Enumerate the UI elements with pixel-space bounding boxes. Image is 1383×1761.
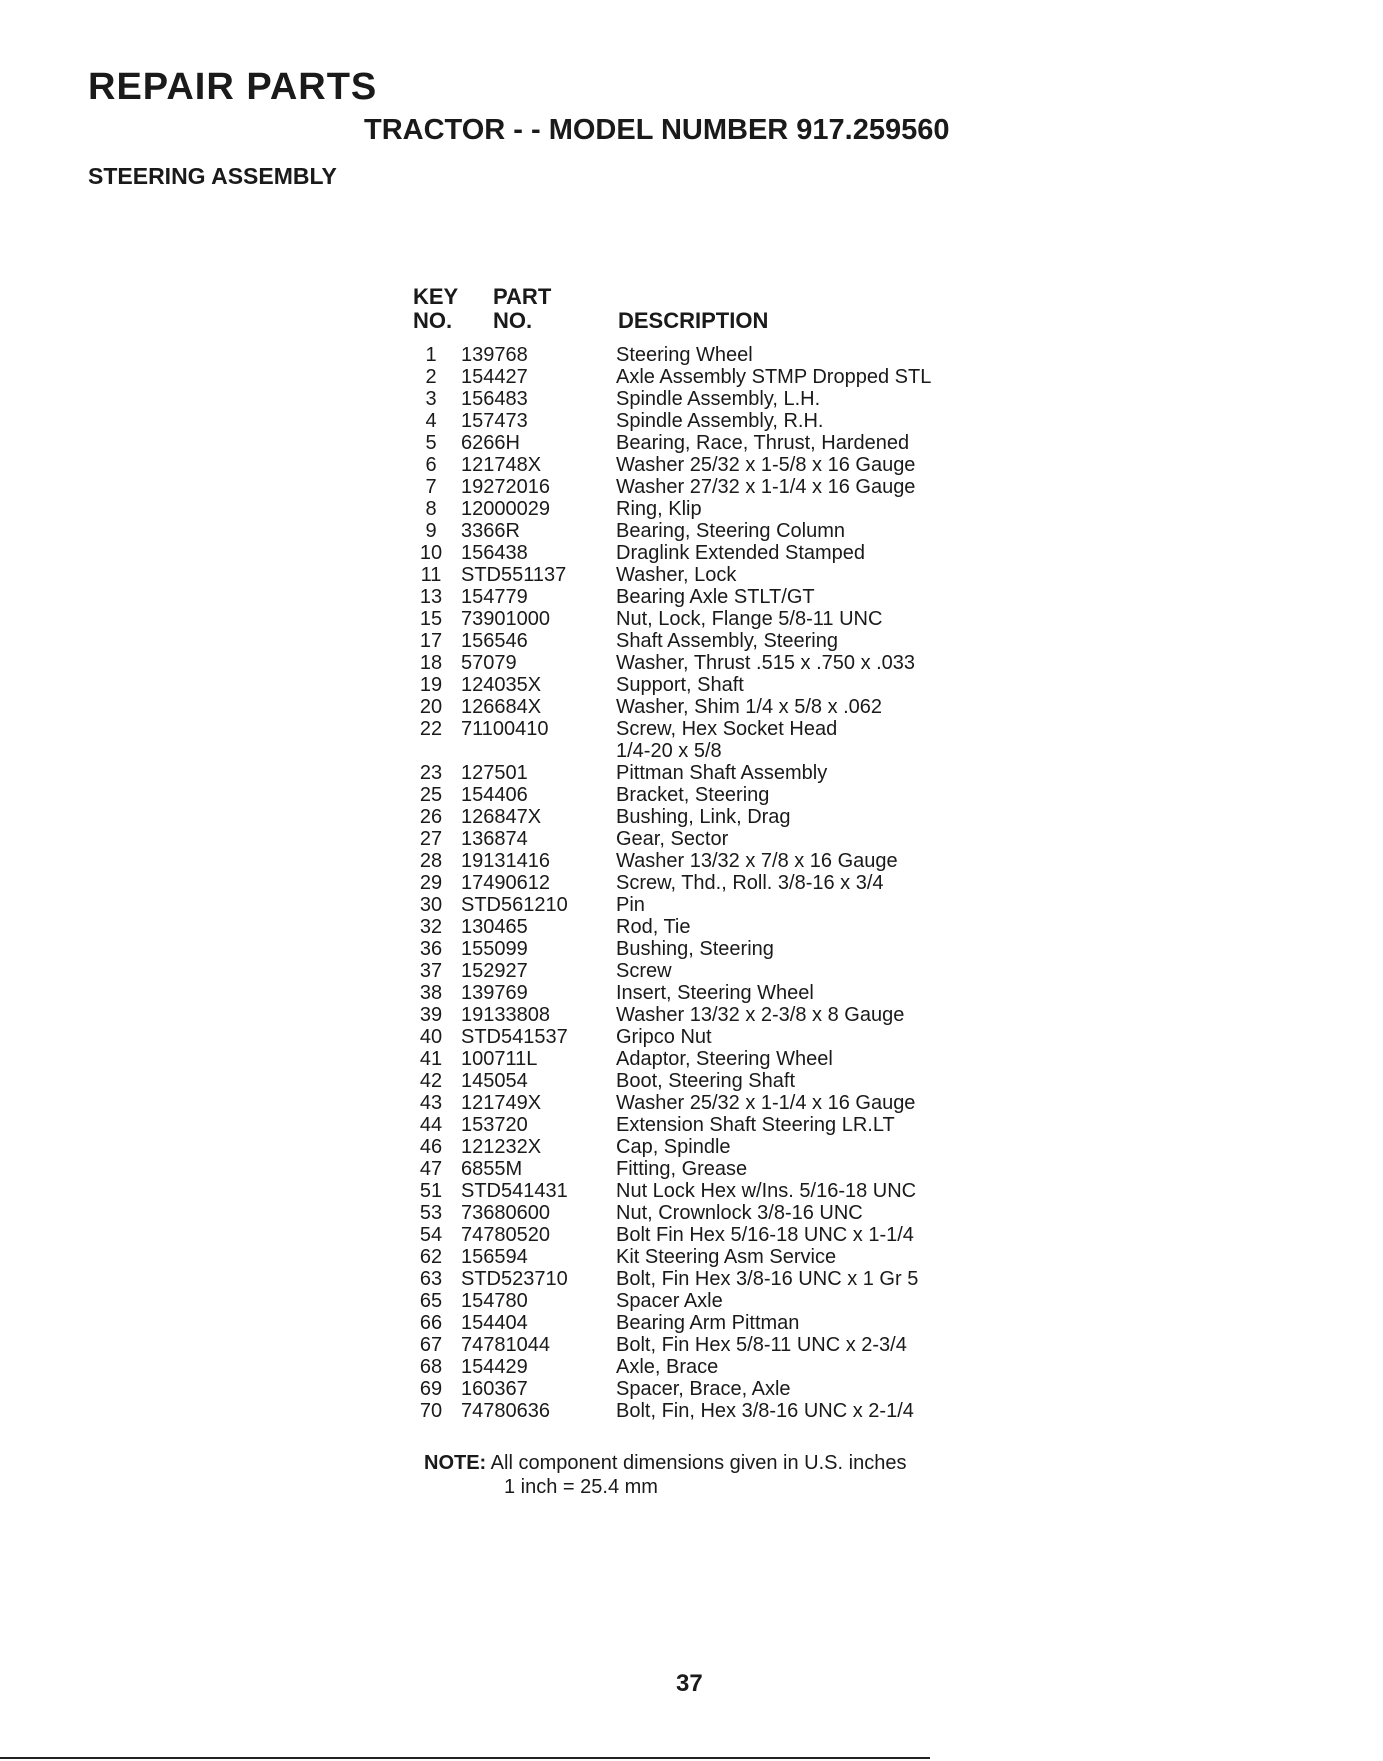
key-no-cell: 42	[419, 1070, 443, 1092]
description-cell: Washer, Lock	[616, 564, 737, 586]
parts-row	[405, 652, 931, 674]
description-cell: Gear, Sector	[616, 828, 729, 850]
parts-row	[405, 344, 931, 366]
description-cell: Draglink Extended Stamped	[616, 542, 866, 564]
part-no-cell: 154429	[461, 1356, 528, 1378]
description-cell: Extension Shaft Steering LR.LT	[616, 1114, 895, 1136]
parts-row	[405, 498, 931, 520]
part-no-cell: STD523710	[461, 1268, 568, 1290]
empty-cell	[457, 740, 616, 762]
description-cell: Kit Steering Asm Service	[616, 1246, 837, 1268]
part-no-cell: 57079	[461, 652, 517, 674]
parts-row	[405, 762, 931, 784]
key-no-cell: 44	[419, 1114, 443, 1136]
parts-row	[405, 1180, 931, 1202]
key-no-cell: 1	[425, 344, 437, 366]
part-no-cell: 156483	[461, 388, 528, 410]
description-cell: Bushing, Link, Drag	[616, 806, 791, 828]
part-header-line2: NO.	[493, 308, 533, 333]
key-no-cell: 65	[419, 1290, 443, 1312]
part-no-cell: STD541431	[461, 1180, 568, 1202]
description-cell: Bolt, Fin, Hex 3/8-16 UNC x 2-1/4	[616, 1400, 914, 1422]
part-no-cell: STD561210	[461, 894, 568, 916]
description-cell: Bearing Axle STLT/GT	[616, 586, 815, 608]
parts-row	[405, 520, 931, 542]
key-no-cell: 7	[425, 476, 437, 498]
parts-row	[405, 1004, 931, 1026]
parts-row	[405, 1136, 931, 1158]
key-no-cell: 47	[419, 1158, 443, 1180]
parts-row	[405, 1026, 931, 1048]
parts-row	[405, 1158, 931, 1180]
description-cell: Cap, Spindle	[616, 1136, 731, 1158]
parts-row	[405, 476, 931, 498]
note-line1: All component dimensions given in U.S. inches	[490, 1452, 907, 1474]
key-header-line1: KEY	[413, 284, 459, 309]
key-no-cell: 13	[419, 586, 443, 608]
parts-row	[405, 894, 931, 916]
empty-cell	[405, 740, 457, 762]
part-no-cell: 3366R	[461, 520, 520, 542]
parts-row	[405, 1290, 931, 1312]
key-no-cell: 9	[425, 520, 437, 542]
key-no-cell: 19	[419, 674, 443, 696]
part-no-cell: 19131416	[461, 850, 550, 872]
key-no-cell: 68	[419, 1356, 443, 1378]
part-no-cell: 160367	[461, 1378, 528, 1400]
description-cell: Washer, Thrust .515 x .750 x .033	[616, 652, 916, 674]
key-no-cell: 69	[419, 1378, 443, 1400]
description-cell: Pittman Shaft Assembly	[616, 762, 828, 784]
parts-row	[405, 806, 931, 828]
key-no-cell: 18	[419, 652, 443, 674]
description-cell: Spindle Assembly, L.H.	[616, 388, 821, 410]
description-cell: Bolt, Fin Hex 3/8-16 UNC x 1 Gr 5	[616, 1268, 919, 1290]
parts-row	[405, 1048, 931, 1070]
description-cell: Pin	[616, 894, 645, 916]
parts-row	[405, 586, 931, 608]
description-cell: Washer, Shim 1/4 x 5/8 x .062	[616, 696, 883, 718]
parts-row	[405, 916, 931, 938]
part-no-cell: 74781044	[461, 1334, 550, 1356]
note-line2: 1 inch = 25.4 mm	[504, 1476, 658, 1498]
parts-row	[405, 1070, 931, 1092]
dimension-note	[424, 1451, 906, 1499]
key-no-cell: 10	[419, 542, 443, 564]
part-no-cell: 136874	[461, 828, 528, 850]
parts-row	[405, 542, 931, 564]
key-no-cell: 70	[419, 1400, 443, 1422]
description-cell: Bracket, Steering	[616, 784, 770, 806]
parts-row	[405, 432, 931, 454]
part-no-cell: 145054	[461, 1070, 528, 1092]
parts-row	[405, 1114, 931, 1136]
part-no-cell: 152927	[461, 960, 528, 982]
parts-row	[405, 784, 931, 806]
key-no-cell: 2	[425, 366, 437, 388]
parts-row	[405, 872, 931, 894]
parts-row	[405, 850, 931, 872]
description-header: DESCRIPTION	[618, 308, 769, 333]
part-no-cell: STD541537	[461, 1026, 568, 1048]
parts-row	[405, 1334, 931, 1356]
part-no-cell: 6855M	[461, 1158, 523, 1180]
part-no-cell: 121232X	[461, 1136, 542, 1158]
key-no-cell: 25	[419, 784, 443, 806]
description-cell: Bolt, Fin Hex 5/8-11 UNC x 2-3/4	[616, 1334, 907, 1356]
key-no-cell: 37	[419, 960, 443, 982]
parts-row	[405, 1400, 931, 1422]
key-no-cell: 46	[419, 1136, 443, 1158]
part-no-cell: 157473	[461, 410, 528, 432]
description-cell: Gripco Nut	[616, 1026, 712, 1048]
key-no-cell: 39	[419, 1004, 443, 1026]
part-no-cell: 153720	[461, 1114, 528, 1136]
key-no-cell: 36	[419, 938, 443, 960]
part-no-cell: 130465	[461, 916, 528, 938]
part-no-cell: 139769	[461, 982, 528, 1004]
part-no-cell: 124035X	[461, 674, 542, 696]
key-no-cell: 66	[419, 1312, 443, 1334]
description-cell: Insert, Steering Wheel	[616, 982, 814, 1004]
description-cell: Axle, Brace	[616, 1356, 719, 1378]
description-cell: Ring, Klip	[616, 498, 702, 520]
part-header-line1: PART	[493, 284, 552, 309]
part-no-cell: 154780	[461, 1290, 528, 1312]
key-no-cell: 51	[419, 1180, 443, 1202]
description-cell: Nut, Lock, Flange 5/8-11 UNC	[616, 608, 883, 630]
part-no-cell: 126684X	[461, 696, 542, 718]
parts-row	[405, 718, 931, 740]
parts-row	[405, 630, 931, 652]
part-no-cell: 17490612	[461, 872, 550, 894]
part-no-cell: 6266H	[461, 432, 520, 454]
part-no-cell: 74780636	[461, 1400, 550, 1422]
description-cell: Fitting, Grease	[616, 1158, 748, 1180]
part-no-cell: 73680600	[461, 1202, 550, 1224]
key-no-header	[413, 285, 458, 333]
description-cell: Washer 27/32 x 1-1/4 x 16 Gauge	[616, 476, 916, 498]
part-no-cell: 126847X	[461, 806, 542, 828]
description-cell: Nut, Crownlock 3/8-16 UNC	[616, 1202, 863, 1224]
key-no-cell: 8	[425, 498, 437, 520]
description-cell: Boot, Steering Shaft	[616, 1070, 796, 1092]
description-cell: Axle Assembly STMP Dropped STL	[616, 366, 932, 388]
description-cell: Shaft Assembly, Steering	[616, 630, 838, 652]
parts-row	[405, 696, 931, 718]
description-cell: Bushing, Steering	[616, 938, 774, 960]
model-subtitle: TRACTOR - - MODEL NUMBER 917.259560	[364, 114, 950, 146]
description-cell: Spindle Assembly, R.H.	[616, 410, 824, 432]
description-cell: Steering Wheel	[616, 344, 753, 366]
description-cell: Screw, Thd., Roll. 3/8-16 x 3/4	[616, 872, 884, 894]
description-cell: Nut Lock Hex w/Ins. 5/16-18 UNC	[616, 1180, 917, 1202]
part-no-cell: 19272016	[461, 476, 550, 498]
part-no-cell: 121748X	[461, 454, 542, 476]
part-no-cell: 121749X	[461, 1092, 542, 1114]
key-no-cell: 28	[419, 850, 443, 872]
key-no-cell: 6	[425, 454, 437, 476]
key-no-cell: 43	[419, 1092, 443, 1114]
parts-row	[405, 1224, 931, 1246]
key-no-cell: 54	[419, 1224, 443, 1246]
description-cell: Washer 25/32 x 1-1/4 x 16 Gauge	[616, 1092, 916, 1114]
parts-row	[405, 674, 931, 696]
section-heading: STEERING ASSEMBLY	[88, 163, 337, 189]
part-no-cell: 154427	[461, 366, 528, 388]
parts-row	[405, 938, 931, 960]
parts-row	[405, 1356, 931, 1378]
key-no-cell: 3	[425, 388, 437, 410]
key-no-cell: 5	[425, 432, 437, 454]
part-no-cell: 154779	[461, 586, 528, 608]
key-no-cell: 40	[419, 1026, 443, 1048]
parts-row-continuation	[405, 740, 931, 762]
description-cell: Washer 13/32 x 7/8 x 16 Gauge	[616, 850, 898, 872]
parts-row	[405, 1378, 931, 1400]
part-no-cell: 19133808	[461, 1004, 550, 1026]
key-no-cell: 4	[425, 410, 437, 432]
description-continuation: 1/4-20 x 5/8	[616, 740, 722, 762]
key-no-cell: 67	[419, 1334, 443, 1356]
part-no-cell: 100711L	[461, 1048, 538, 1070]
parts-list	[405, 344, 931, 1422]
part-no-cell: STD551137	[461, 564, 567, 586]
key-no-cell: 29	[419, 872, 443, 894]
parts-row	[405, 564, 931, 586]
key-no-cell: 11	[420, 564, 442, 586]
description-cell: Spacer, Brace, Axle	[616, 1378, 791, 1400]
part-no-cell: 156438	[461, 542, 528, 564]
description-cell: Washer 13/32 x 2-3/8 x 8 Gauge	[616, 1004, 905, 1026]
part-no-cell: 71100410	[461, 718, 549, 740]
key-header-line2: NO.	[413, 308, 453, 333]
parts-row	[405, 828, 931, 850]
part-no-cell: 74780520	[461, 1224, 550, 1246]
page-title: REPAIR PARTS	[88, 66, 378, 108]
part-no-cell: 156594	[461, 1246, 528, 1268]
parts-row	[405, 960, 931, 982]
parts-row	[405, 982, 931, 1004]
part-no-header	[493, 285, 551, 333]
part-no-cell: 127501	[461, 762, 528, 784]
description-cell: Rod, Tie	[616, 916, 691, 938]
description-cell: Bearing, Race, Thrust, Hardened	[616, 432, 910, 454]
key-no-cell: 20	[419, 696, 443, 718]
key-no-cell: 38	[419, 982, 443, 1004]
parts-row	[405, 366, 931, 388]
parts-row	[405, 1312, 931, 1334]
part-no-cell: 139768	[461, 344, 528, 366]
note-label: NOTE:	[424, 1452, 487, 1474]
description-cell: Bearing, Steering Column	[616, 520, 846, 542]
page-number: 37	[676, 1670, 703, 1697]
description-cell: Screw, Hex Socket Head	[616, 718, 838, 740]
part-no-cell: 154404	[461, 1312, 528, 1334]
description-cell: Support, Shaft	[616, 674, 744, 696]
key-no-cell: 63	[419, 1268, 443, 1290]
key-no-cell: 15	[419, 608, 443, 630]
key-no-cell: 30	[419, 894, 443, 916]
key-no-cell: 17	[419, 630, 443, 652]
part-no-cell: 154406	[461, 784, 528, 806]
part-no-cell: 155099	[461, 938, 528, 960]
parts-row	[405, 388, 931, 410]
parts-row	[405, 1268, 931, 1290]
description-cell: Washer 25/32 x 1-5/8 x 16 Gauge	[616, 454, 916, 476]
description-cell: Spacer Axle	[616, 1290, 723, 1312]
parts-row	[405, 1246, 931, 1268]
key-no-cell: 22	[419, 718, 443, 740]
description-cell: Adaptor, Steering Wheel	[616, 1048, 833, 1070]
key-no-cell: 32	[419, 916, 443, 938]
key-no-cell: 27	[419, 828, 443, 850]
key-no-cell: 62	[419, 1246, 443, 1268]
parts-row	[405, 454, 931, 476]
part-no-cell: 156546	[461, 630, 528, 652]
bottom-rule	[0, 1757, 930, 1759]
part-no-cell: 12000029	[461, 498, 550, 520]
part-no-cell: 73901000	[461, 608, 550, 630]
key-no-cell: 53	[419, 1202, 443, 1224]
key-no-cell: 23	[419, 762, 443, 784]
key-no-cell: 41	[419, 1048, 443, 1070]
parts-row	[405, 1202, 931, 1224]
description-cell: Screw	[616, 960, 672, 982]
description-cell: Bearing Arm Pittman	[616, 1312, 800, 1334]
parts-row	[405, 410, 931, 432]
key-no-cell: 26	[419, 806, 443, 828]
parts-row	[405, 1092, 931, 1114]
parts-row	[405, 608, 931, 630]
description-cell: Bolt Fin Hex 5/16-18 UNC x 1-1/4	[616, 1224, 914, 1246]
